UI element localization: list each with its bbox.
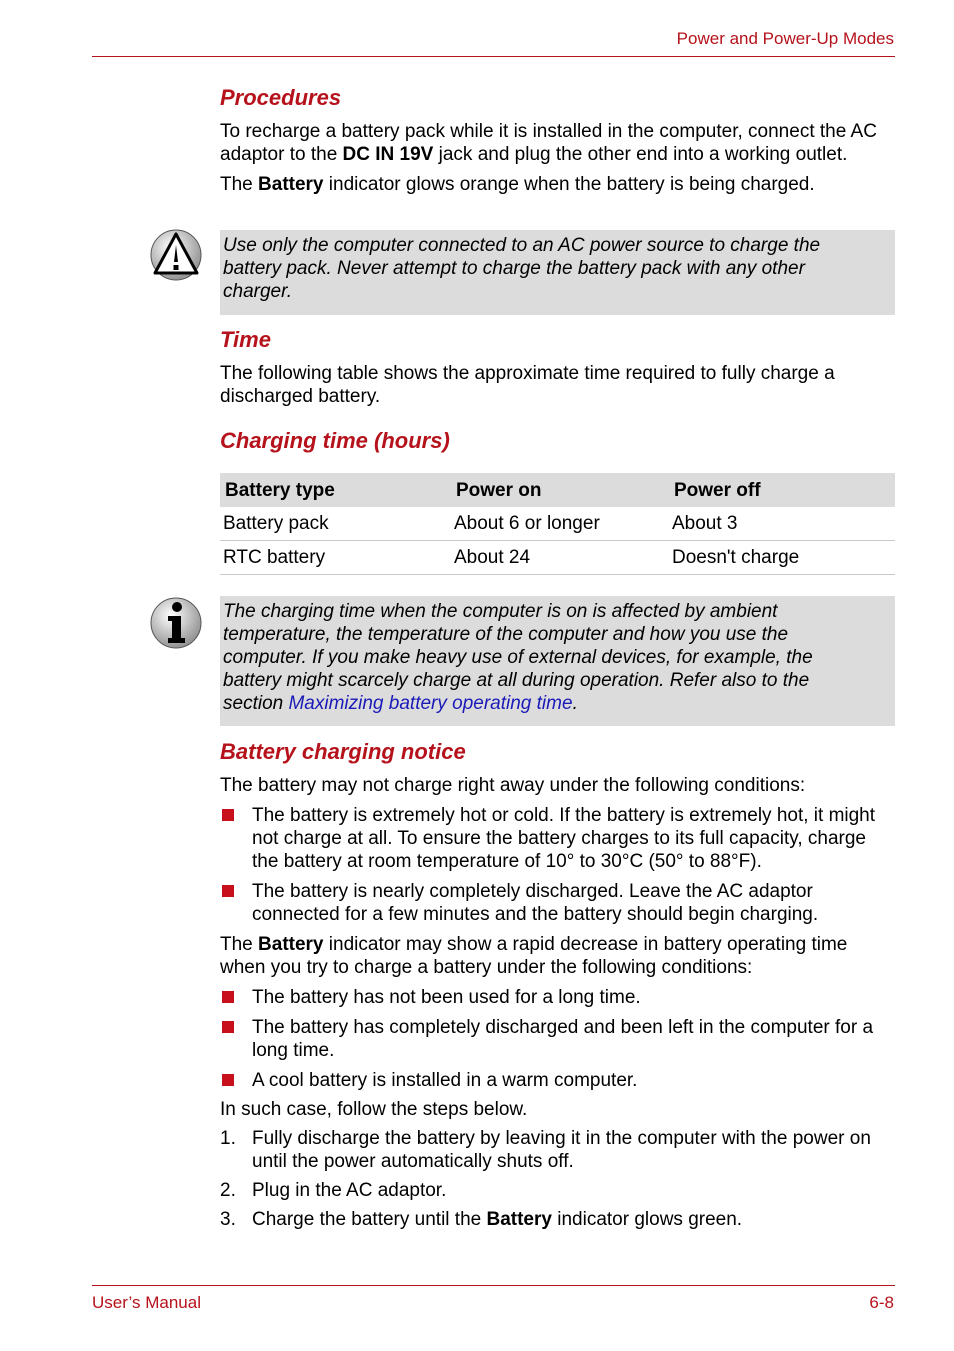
procedures-para1: [220, 120, 895, 166]
running-header: Power and Power-Up Modes: [676, 29, 894, 48]
table-cell: About 6 or longer: [451, 507, 669, 541]
step-number: 1.: [220, 1128, 236, 1149]
table-cell: Doesn't charge: [669, 541, 895, 575]
info-text: [223, 600, 857, 715]
table-cell: About 3: [669, 507, 895, 541]
warning-icon: [150, 228, 202, 282]
list-item: [220, 986, 895, 1009]
list-item: [220, 1179, 895, 1202]
text: Charge the battery until the: [252, 1209, 487, 1230]
bullet-square-icon: [222, 1074, 234, 1086]
time-section: [220, 327, 895, 408]
table-row: [220, 541, 895, 575]
text: Fully discharge the battery by leaving it in the computer with the power on until the power automatically shuts off.: [252, 1128, 871, 1172]
charging-time-table-wrap: [220, 473, 895, 575]
text: The battery has not been used for a long time.: [252, 987, 641, 1008]
text: The: [220, 174, 259, 195]
info-icon: [150, 596, 202, 650]
text: To recharge a battery pack while it is installed in the computer, connect the AC adaptor to the: [220, 121, 877, 165]
procedures-section: [220, 85, 895, 196]
notice-bullets-1: [220, 804, 895, 926]
step-number: 2.: [220, 1180, 236, 1201]
charging-time-table: [220, 473, 895, 575]
text: indicator glows orange when the battery is being charged.: [323, 174, 815, 195]
bullet-square-icon: [222, 991, 234, 1003]
list-item: [220, 1208, 895, 1231]
info-box: [220, 596, 895, 726]
maximizing-battery-link[interactable]: Maximizing battery operating time: [288, 693, 573, 714]
list-item: [220, 804, 895, 873]
steps-list: [220, 1127, 895, 1231]
list-item: [220, 1016, 895, 1062]
notice-para3: In such case, follow the steps below.: [220, 1099, 528, 1120]
text: The battery is extremely hot or cold. If the battery is extremely hot, it might not charge at all. To ensure the battery charges to its full capacity, charge the battery at room temperature of 10° to 30°C (50° to 88°F).: [252, 805, 876, 872]
notice-section: [220, 739, 895, 1231]
text: Plug in the AC adaptor.: [252, 1180, 447, 1201]
time-heading: Time: [220, 327, 271, 352]
text: The battery is nearly completely discharged. Leave the AC adaptor connected for a few minutes and the battery should begin charging.: [252, 881, 819, 925]
time-para: The following table shows the approximate time required to fully charge a discharged battery.: [220, 363, 835, 407]
notice-heading: Battery charging notice: [220, 739, 466, 764]
text: The: [220, 934, 259, 955]
bullet-square-icon: [222, 809, 234, 821]
battery-label: Battery: [486, 1209, 552, 1230]
notice-para2: [220, 933, 895, 979]
text: indicator may show a rapid decrease in battery operating time when you try to charge a battery under the following conditions:: [220, 934, 848, 978]
list-item: [220, 1069, 895, 1092]
bullet-square-icon: [222, 1021, 234, 1033]
list-item: [220, 880, 895, 926]
text: jack and plug the other end into a working outlet.: [433, 144, 848, 165]
procedures-heading: Procedures: [220, 85, 342, 110]
text: The charging time when the computer is on is affected by ambient temperature, the temperature of the computer and how you use the computer. If you make heavy use of external devices, for example, the battery might scarcely charge at all during operation. Refer also to the section: [223, 601, 813, 714]
page-number: 6-8: [869, 1293, 894, 1312]
footer-manual-title: User’s Manual: [92, 1293, 201, 1312]
text: .: [572, 693, 578, 714]
step-number: 3.: [220, 1209, 236, 1230]
table-cell: About 24: [451, 541, 669, 575]
procedures-para2: [220, 173, 895, 196]
dc-in-label: DC IN 19V: [342, 144, 434, 165]
header-rule: [92, 56, 895, 57]
table-header-row: [220, 473, 895, 507]
charging-time-section: [220, 428, 895, 454]
column-header: Battery type: [220, 473, 451, 507]
table-cell: RTC battery: [220, 541, 451, 575]
table-cell: Battery pack: [220, 507, 451, 541]
warning-text: Use only the computer connected to an AC power source to charge the battery pack. Never attempt to charge the battery pack with any other charger.: [223, 235, 821, 302]
column-header: Power on: [451, 473, 669, 507]
footer-rule: [92, 1285, 895, 1286]
notice-intro: The battery may not charge right away under the following conditions:: [220, 775, 806, 796]
bullet-square-icon: [222, 885, 234, 897]
list-item: [220, 1127, 895, 1173]
notice-bullets-2: [220, 986, 895, 1092]
table-row: [220, 507, 895, 541]
text: A cool battery is installed in a warm computer.: [252, 1070, 638, 1091]
battery-label: Battery: [258, 174, 324, 195]
column-header: Power off: [669, 473, 895, 507]
warning-box: [220, 230, 895, 315]
battery-label: Battery: [258, 934, 324, 955]
charging-time-heading: Charging time (hours): [220, 428, 450, 453]
text: The battery has completely discharged and been left in the computer for a long time.: [252, 1017, 874, 1061]
text: indicator glows green.: [551, 1209, 743, 1230]
